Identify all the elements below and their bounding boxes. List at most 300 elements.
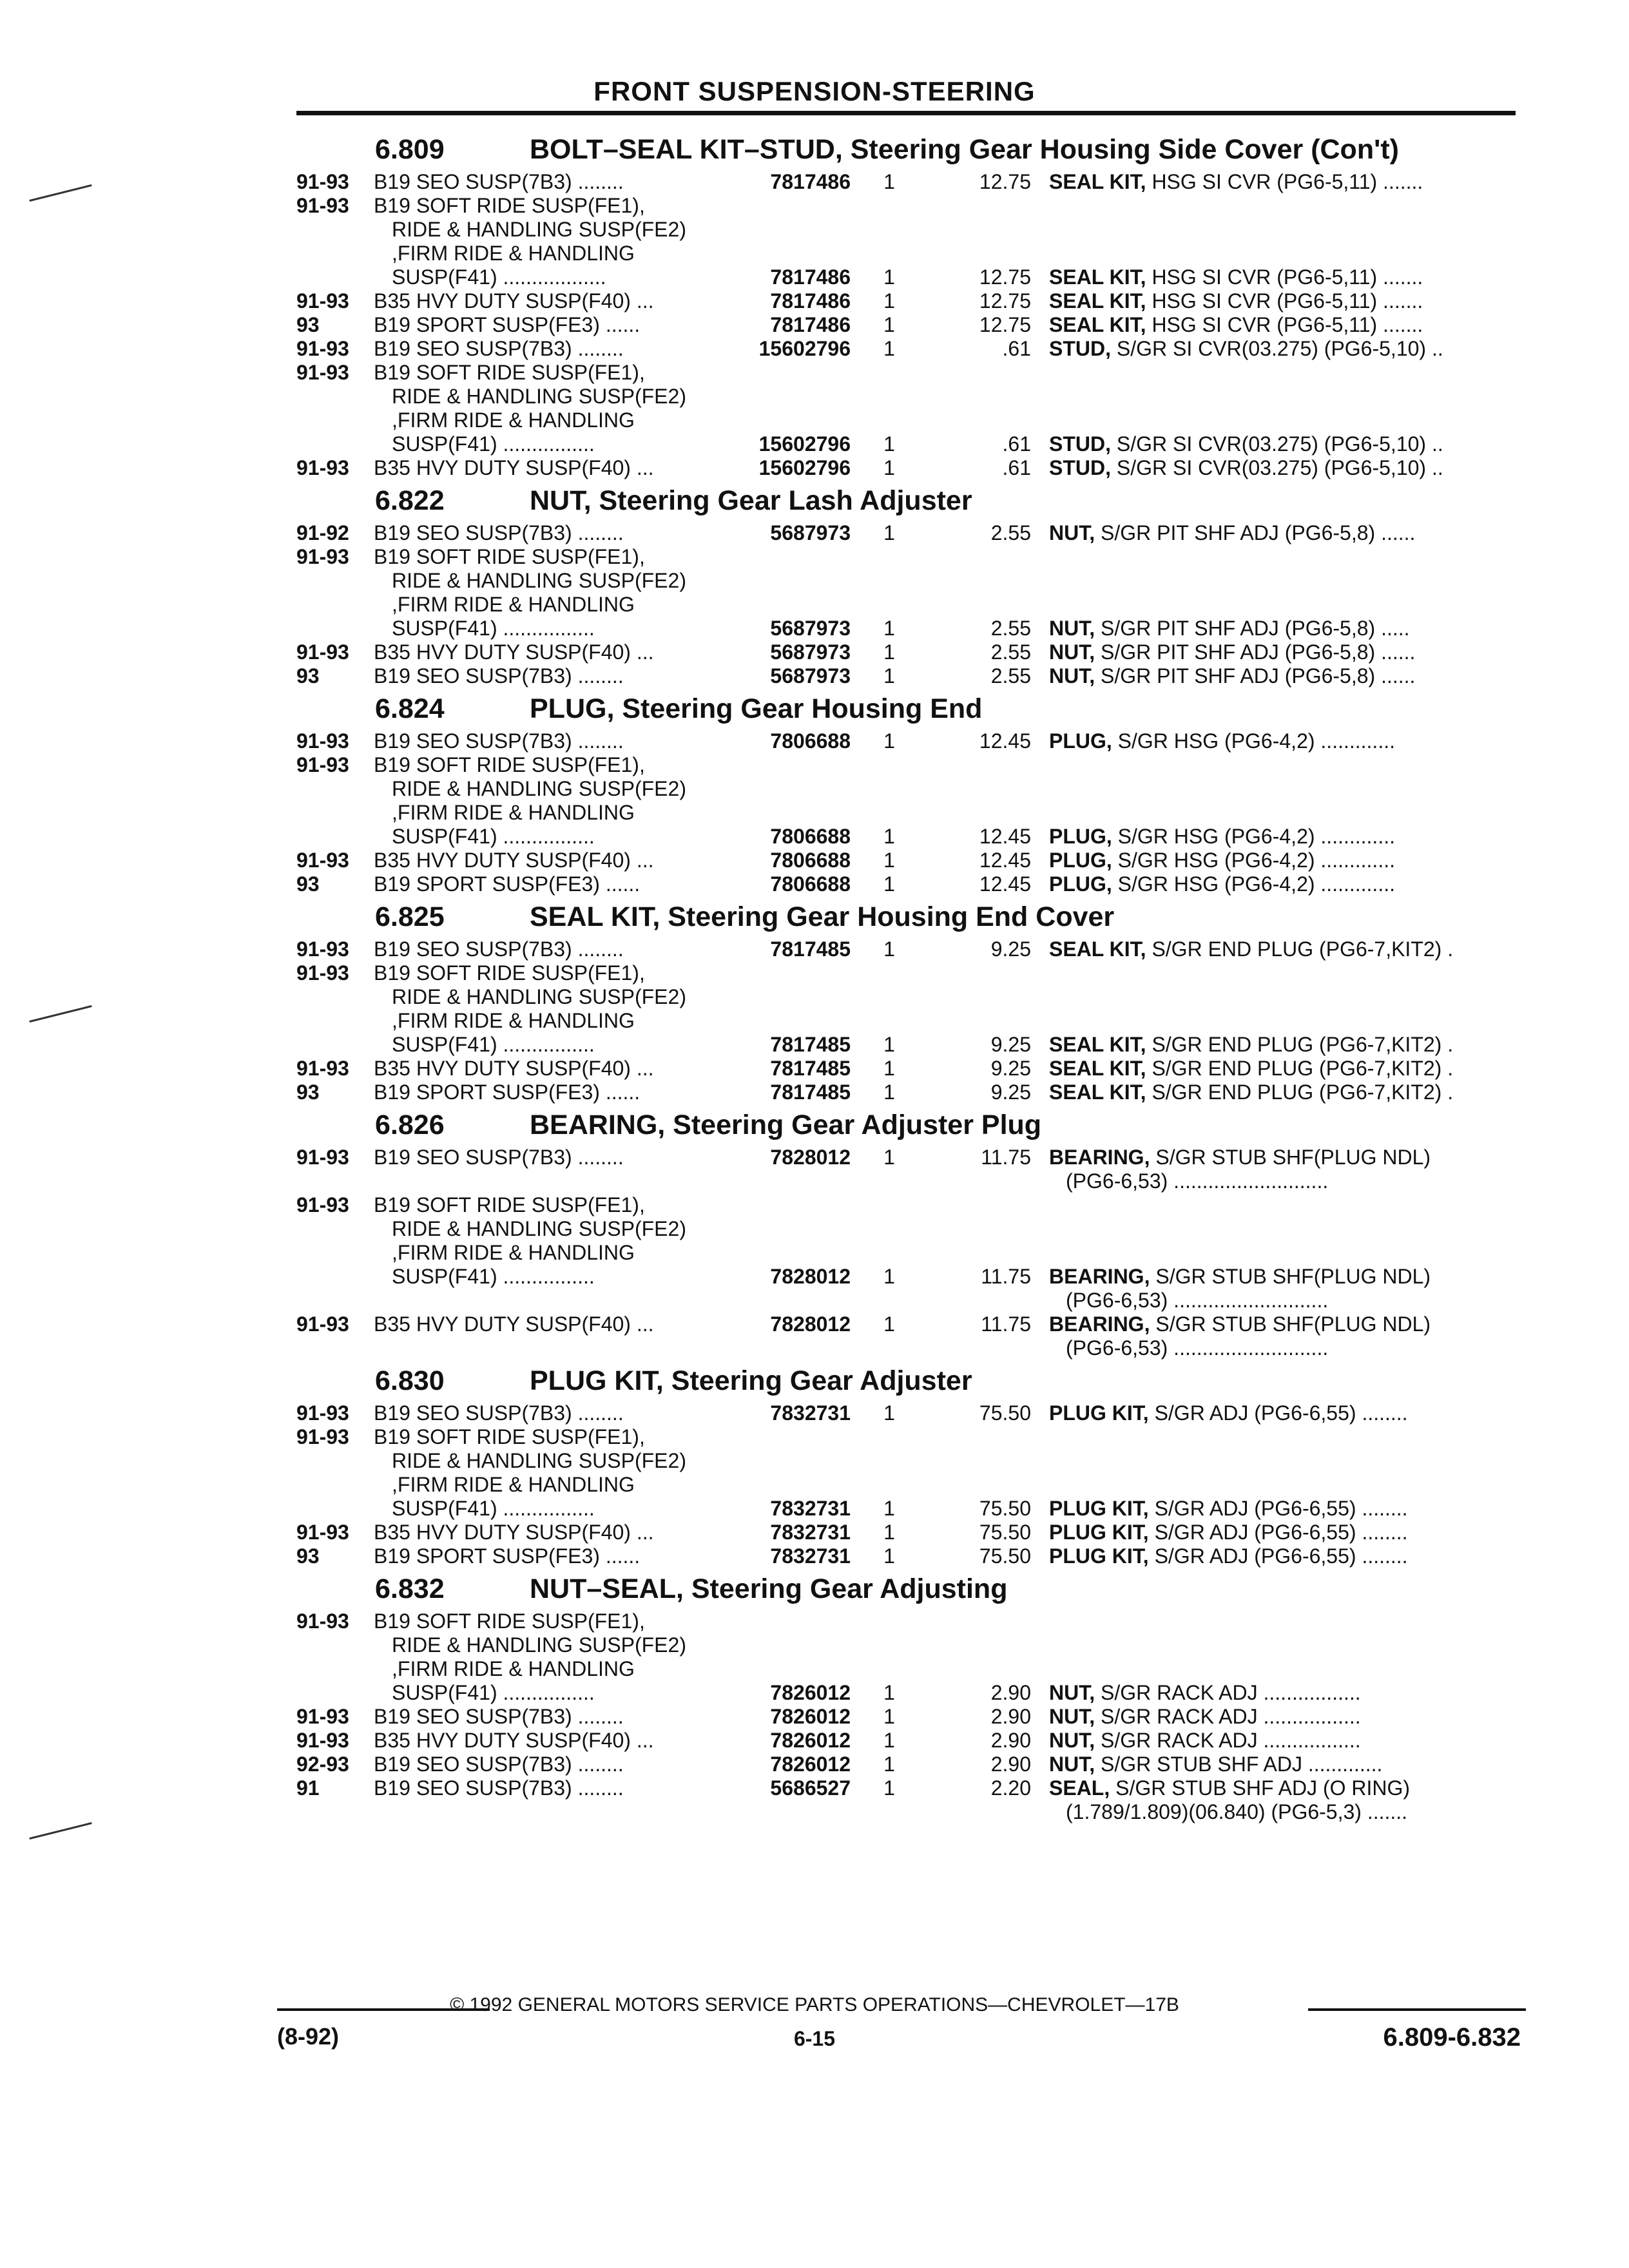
part-name: SEAL KIT, xyxy=(1049,170,1146,193)
quantity: 1 xyxy=(883,521,895,544)
section-title: NUT–SEAL, Steering Gear Adjusting xyxy=(530,1573,1008,1604)
part-name: PLUG KIT, xyxy=(1049,1497,1149,1520)
application-description: B19 SPORT SUSP(FE3) ...... xyxy=(374,1081,641,1104)
section-heading xyxy=(296,1568,1521,1610)
application-description: RIDE & HANDLING SUSP(FE2) xyxy=(392,569,686,592)
table-row xyxy=(296,361,1521,385)
table-row xyxy=(296,640,1521,664)
model-years: 91-93 xyxy=(296,849,349,872)
application-description: SUSP(F41) ................ xyxy=(392,617,595,640)
application-description: B19 SEO SUSP(7B3) ........ xyxy=(374,664,624,687)
price: 11.75 xyxy=(981,1265,1031,1288)
quantity: 1 xyxy=(883,1033,895,1056)
application-description: ,FIRM RIDE & HANDLING xyxy=(392,1473,635,1496)
application-description: B19 SEO SUSP(7B3) ........ xyxy=(374,1705,624,1728)
title-rule xyxy=(296,111,1516,115)
part-number: 15602796 xyxy=(758,432,851,456)
part-detail: HSG SI CVR (PG6-5,11) ....... xyxy=(1146,265,1423,289)
part-description xyxy=(1049,1265,1431,1289)
part-number: 7817485 xyxy=(770,1081,851,1104)
application-description: B35 HVY DUTY SUSP(F40) ... xyxy=(374,1729,654,1752)
part-description xyxy=(1049,1705,1361,1729)
price: 12.75 xyxy=(979,289,1031,312)
quantity: 1 xyxy=(883,1753,895,1776)
application-description: RIDE & HANDLING SUSP(FE2) xyxy=(392,1449,686,1472)
table-row xyxy=(296,337,1521,361)
part-name: SEAL KIT, xyxy=(1049,1057,1146,1080)
scan-mark xyxy=(29,1005,92,1023)
footer-section-range: 6.809-6.832 xyxy=(1383,2023,1521,2052)
price: 9.25 xyxy=(990,937,1031,961)
table-row xyxy=(296,1265,1521,1289)
table-row xyxy=(296,593,1521,617)
part-number: 7832731 xyxy=(770,1497,851,1520)
application-description: B19 SEO SUSP(7B3) ........ xyxy=(374,1401,624,1425)
part-description xyxy=(1049,640,1415,664)
model-years: 91-93 xyxy=(296,1401,349,1425)
application-description: ,FIRM RIDE & HANDLING xyxy=(392,408,635,432)
part-detail: S/GR PIT SHF ADJ (PG6-5,8) ..... xyxy=(1095,617,1410,640)
application-description: B19 SEO SUSP(7B3) ........ xyxy=(374,1146,624,1169)
part-name: STUD, xyxy=(1049,337,1111,360)
table-row xyxy=(296,1169,1521,1193)
price: 2.55 xyxy=(990,521,1031,544)
quantity: 1 xyxy=(883,640,895,664)
price: 2.90 xyxy=(990,1705,1031,1728)
application-description: RIDE & HANDLING SUSP(FE2) xyxy=(392,1633,686,1657)
model-years: 91-93 xyxy=(296,337,349,360)
part-detail: S/GR RACK ADJ ................. xyxy=(1095,1705,1361,1728)
section-heading xyxy=(296,896,1521,937)
table-row xyxy=(296,617,1521,640)
table-row xyxy=(296,289,1521,313)
application-description: B35 HVY DUTY SUSP(F40) ... xyxy=(374,849,654,872)
price: 75.50 xyxy=(979,1544,1031,1568)
section-number: 6.832 xyxy=(375,1573,445,1604)
application-description: ,FIRM RIDE & HANDLING xyxy=(392,801,635,824)
price: 75.50 xyxy=(979,1497,1031,1520)
section-title: BOLT–SEAL KIT–STUD, Steering Gear Housing Side Cover (Con't) xyxy=(530,134,1399,165)
parts-listing xyxy=(296,129,1521,1824)
part-name: NUT, xyxy=(1049,521,1095,544)
part-name: NUT, xyxy=(1049,664,1095,687)
model-years: 91-92 xyxy=(296,521,349,544)
section-title: PLUG KIT, Steering Gear Adjuster xyxy=(530,1365,972,1396)
application-description: B19 SOFT RIDE SUSP(FE1), xyxy=(374,961,645,985)
table-row xyxy=(296,1193,1521,1217)
table-row xyxy=(296,1633,1521,1657)
quantity: 1 xyxy=(883,1081,895,1104)
part-detail: S/GR ADJ (PG6-6,55) ........ xyxy=(1148,1521,1408,1544)
part-description xyxy=(1049,872,1395,896)
part-number: 7828012 xyxy=(770,1312,851,1336)
table-row xyxy=(296,1009,1521,1033)
part-description xyxy=(1049,937,1453,961)
part-name: NUT, xyxy=(1049,640,1095,664)
part-description xyxy=(1049,1729,1361,1753)
part-name: SEAL KIT, xyxy=(1049,289,1146,312)
model-years: 91-93 xyxy=(296,1312,349,1336)
part-name: SEAL KIT, xyxy=(1049,265,1146,289)
price: 2.55 xyxy=(990,664,1031,687)
part-name: PLUG, xyxy=(1049,849,1112,872)
part-description xyxy=(1049,1057,1453,1081)
application-description: SUSP(F41) ................ xyxy=(392,1033,595,1056)
application-description: B19 SEO SUSP(7B3) ........ xyxy=(374,337,624,360)
quantity: 1 xyxy=(883,170,895,193)
part-number: 7828012 xyxy=(770,1265,851,1288)
price: 2.90 xyxy=(990,1681,1031,1704)
part-detail: S/GR END PLUG (PG6-7,KIT2) . xyxy=(1146,1057,1454,1080)
part-detail: S/GR SI CVR(03.275) (PG6-5,10) .. xyxy=(1111,432,1443,456)
price: 75.50 xyxy=(979,1401,1031,1425)
application-description: B19 SOFT RIDE SUSP(FE1), xyxy=(374,194,645,217)
table-row xyxy=(296,1681,1521,1705)
part-description xyxy=(1049,289,1423,313)
application-description: B35 HVY DUTY SUSP(F40) ... xyxy=(374,456,654,479)
table-row xyxy=(296,242,1521,265)
quantity: 1 xyxy=(883,1312,895,1336)
application-description: B19 SOFT RIDE SUSP(FE1), xyxy=(374,545,645,568)
part-description xyxy=(1049,432,1443,456)
price: .61 xyxy=(1002,456,1031,479)
part-name: PLUG, xyxy=(1049,729,1112,753)
table-row xyxy=(296,265,1521,289)
price: 12.45 xyxy=(979,849,1031,872)
part-description xyxy=(1049,1753,1382,1776)
application-description: B19 SEO SUSP(7B3) ........ xyxy=(374,521,624,544)
section-heading xyxy=(296,688,1521,729)
part-detail: S/GR RACK ADJ ................. xyxy=(1095,1729,1361,1752)
part-detail: S/GR SI CVR(03.275) (PG6-5,10) .. xyxy=(1111,337,1443,360)
table-row xyxy=(296,777,1521,801)
part-name: NUT, xyxy=(1049,617,1095,640)
table-row xyxy=(296,313,1521,337)
part-detail: S/GR HSG (PG6-4,2) ............. xyxy=(1112,872,1395,896)
price: .61 xyxy=(1002,432,1031,456)
quantity: 1 xyxy=(883,1146,895,1169)
model-years: 91-93 xyxy=(296,961,349,985)
model-years: 91-93 xyxy=(296,1193,349,1216)
part-detail: S/GR PIT SHF ADJ (PG6-5,8) ...... xyxy=(1095,521,1416,544)
application-description: B35 HVY DUTY SUSP(F40) ... xyxy=(374,1057,654,1080)
part-number: 7832731 xyxy=(770,1544,851,1568)
application-description: RIDE & HANDLING SUSP(FE2) xyxy=(392,985,686,1008)
part-detail: HSG SI CVR (PG6-5,11) ....... xyxy=(1146,289,1423,312)
part-name: NUT, xyxy=(1049,1753,1095,1776)
part-detail: S/GR ADJ (PG6-6,55) ........ xyxy=(1148,1497,1408,1520)
section-number: 6.825 xyxy=(375,901,445,932)
part-number: 7817486 xyxy=(770,313,851,336)
part-name: NUT, xyxy=(1049,1681,1095,1704)
table-row xyxy=(296,753,1521,777)
model-years: 91-93 xyxy=(296,194,349,217)
price: .61 xyxy=(1002,337,1031,360)
model-years: 91-93 xyxy=(296,1610,349,1633)
part-description-continued: (PG6-6,53) ........................... xyxy=(1066,1169,1329,1193)
table-row xyxy=(296,1473,1521,1497)
table-row xyxy=(296,1705,1521,1729)
part-detail: S/GR HSG (PG6-4,2) ............. xyxy=(1112,729,1395,753)
application-description: B19 SPORT SUSP(FE3) ...... xyxy=(374,1544,641,1568)
quantity: 1 xyxy=(883,432,895,456)
part-number: 7817486 xyxy=(770,170,851,193)
model-years: 91-93 xyxy=(296,456,349,479)
part-name: SEAL KIT, xyxy=(1049,1033,1146,1056)
price: 12.75 xyxy=(979,265,1031,289)
application-description: B19 SOFT RIDE SUSP(FE1), xyxy=(374,361,645,384)
part-description-continued: (1.789/1.809)(06.840) (PG6-5,3) ....... xyxy=(1066,1800,1408,1823)
part-number: 7826012 xyxy=(770,1681,851,1704)
part-name: STUD, xyxy=(1049,432,1111,456)
model-years: 93 xyxy=(296,872,320,896)
part-description xyxy=(1049,170,1423,194)
price: 75.50 xyxy=(979,1521,1031,1544)
table-row xyxy=(296,569,1521,593)
quantity: 1 xyxy=(883,265,895,289)
part-number: 7817485 xyxy=(770,1057,851,1080)
part-number: 7832731 xyxy=(770,1401,851,1425)
part-name: BEARING, xyxy=(1049,1146,1150,1169)
table-row xyxy=(296,1753,1521,1776)
part-description xyxy=(1049,337,1443,361)
quantity: 1 xyxy=(883,1776,895,1800)
section-title: NUT, Steering Gear Lash Adjuster xyxy=(530,485,972,516)
part-name: STUD, xyxy=(1049,456,1111,479)
application-description: B19 SOFT RIDE SUSP(FE1), xyxy=(374,1425,645,1448)
price: 2.55 xyxy=(990,640,1031,664)
section-title: PLUG, Steering Gear Housing End xyxy=(530,693,983,724)
part-description xyxy=(1049,265,1423,289)
model-years: 91-93 xyxy=(296,545,349,568)
part-name: NUT, xyxy=(1049,1705,1095,1728)
table-row xyxy=(296,1800,1521,1824)
table-row xyxy=(296,545,1521,569)
model-years: 91-93 xyxy=(296,1057,349,1080)
model-years: 91-93 xyxy=(296,1729,349,1752)
part-description xyxy=(1049,617,1410,640)
application-description: ,FIRM RIDE & HANDLING xyxy=(392,593,635,616)
part-number: 7806688 xyxy=(770,872,851,896)
application-description: SUSP(F41) .................. xyxy=(392,265,606,289)
table-row xyxy=(296,1449,1521,1473)
quantity: 1 xyxy=(883,337,895,360)
part-description xyxy=(1049,729,1395,753)
quantity: 1 xyxy=(883,1729,895,1752)
table-row xyxy=(296,961,1521,985)
part-name: PLUG KIT, xyxy=(1049,1521,1149,1544)
section-number: 6.809 xyxy=(375,134,445,165)
part-detail: HSG SI CVR (PG6-5,11) ....... xyxy=(1146,313,1423,336)
table-row xyxy=(296,521,1521,545)
application-description: B19 SOFT RIDE SUSP(FE1), xyxy=(374,1610,645,1633)
part-detail: S/GR HSG (PG6-4,2) ............. xyxy=(1112,849,1395,872)
part-number: 7806688 xyxy=(770,729,851,753)
table-row xyxy=(296,937,1521,961)
section-number: 6.824 xyxy=(375,693,445,724)
part-description-continued: (PG6-6,53) ........................... xyxy=(1066,1336,1329,1360)
part-detail: S/GR END PLUG (PG6-7,KIT2) . xyxy=(1146,1033,1454,1056)
table-row xyxy=(296,825,1521,849)
application-description: B35 HVY DUTY SUSP(F40) ... xyxy=(374,289,654,312)
section-title: SEAL KIT, Steering Gear Housing End Cover xyxy=(530,901,1115,932)
quantity: 1 xyxy=(883,849,895,872)
price: 9.25 xyxy=(990,1033,1031,1056)
part-description xyxy=(1049,1521,1408,1544)
model-years: 93 xyxy=(296,664,320,687)
part-description xyxy=(1049,1544,1408,1568)
footer-copyright: © 1992 GENERAL MOTORS SERVICE PARTS OPERATIONS—CHEVROLET—17B xyxy=(450,1994,1179,2015)
table-row xyxy=(296,801,1521,825)
table-row xyxy=(296,729,1521,753)
model-years: 91-93 xyxy=(296,640,349,664)
model-years: 91-93 xyxy=(296,753,349,776)
application-description: ,FIRM RIDE & HANDLING xyxy=(392,1657,635,1680)
section-heading xyxy=(296,129,1521,170)
quantity: 1 xyxy=(883,825,895,848)
part-number: 5686527 xyxy=(770,1776,851,1800)
part-number: 7832731 xyxy=(770,1521,851,1544)
part-description xyxy=(1049,825,1395,849)
application-description: B19 SPORT SUSP(FE3) ...... xyxy=(374,872,641,896)
application-description: B19 SEO SUSP(7B3) ........ xyxy=(374,937,624,961)
part-number: 5687973 xyxy=(770,521,851,544)
table-row xyxy=(296,194,1521,218)
footer-page-number: 6-15 xyxy=(793,2027,836,2050)
part-name: BEARING, xyxy=(1049,1312,1150,1336)
part-name: PLUG, xyxy=(1049,825,1112,848)
price: 2.90 xyxy=(990,1729,1031,1752)
part-detail: S/GR RACK ADJ ................. xyxy=(1095,1681,1361,1704)
table-row xyxy=(296,1497,1521,1521)
application-description: RIDE & HANDLING SUSP(FE2) xyxy=(392,1217,686,1240)
part-description xyxy=(1049,456,1443,480)
part-detail: S/GR STUB SHF(PLUG NDL) xyxy=(1150,1312,1431,1336)
application-description: ,FIRM RIDE & HANDLING xyxy=(392,242,635,265)
application-description: B19 SOFT RIDE SUSP(FE1), xyxy=(374,1193,645,1216)
quantity: 1 xyxy=(883,1057,895,1080)
price: 2.90 xyxy=(990,1753,1031,1776)
application-description: B19 SEO SUSP(7B3) ........ xyxy=(374,729,624,753)
price: 12.45 xyxy=(979,825,1031,848)
quantity: 1 xyxy=(883,729,895,753)
part-detail: S/GR PIT SHF ADJ (PG6-5,8) ...... xyxy=(1095,640,1416,664)
application-description: SUSP(F41) ................ xyxy=(392,432,595,456)
model-years: 91-93 xyxy=(296,1521,349,1544)
model-years: 93 xyxy=(296,1081,320,1104)
table-row xyxy=(296,432,1521,456)
quantity: 1 xyxy=(883,872,895,896)
table-row xyxy=(296,170,1521,194)
part-detail: S/GR ADJ (PG6-6,55) ........ xyxy=(1148,1544,1408,1568)
part-description xyxy=(1049,1146,1431,1169)
part-number: 15602796 xyxy=(758,456,851,479)
model-years: 91-93 xyxy=(296,170,349,193)
price: 2.55 xyxy=(990,617,1031,640)
application-description: B19 SOFT RIDE SUSP(FE1), xyxy=(374,753,645,776)
page-title: FRONT SUSPENSION-STEERING xyxy=(593,76,1036,106)
quantity: 1 xyxy=(883,1401,895,1425)
model-years: 91-93 xyxy=(296,1425,349,1448)
quantity: 1 xyxy=(883,617,895,640)
table-row xyxy=(296,985,1521,1009)
application-description: B35 HVY DUTY SUSP(F40) ... xyxy=(374,640,654,664)
table-row xyxy=(296,1033,1521,1057)
part-detail: S/GR STUB SHF(PLUG NDL) xyxy=(1150,1265,1431,1288)
application-description: RIDE & HANDLING SUSP(FE2) xyxy=(392,777,686,800)
part-description xyxy=(1049,849,1395,872)
part-number: 5687973 xyxy=(770,640,851,664)
table-row xyxy=(296,385,1521,408)
table-row xyxy=(296,1336,1521,1360)
application-description: B19 SEO SUSP(7B3) ........ xyxy=(374,170,624,193)
quantity: 1 xyxy=(883,1681,895,1704)
section-number: 6.826 xyxy=(375,1110,445,1140)
model-years: 92-93 xyxy=(296,1753,349,1776)
part-name: PLUG KIT, xyxy=(1049,1544,1149,1568)
application-description: B19 SPORT SUSP(FE3) ...... xyxy=(374,313,641,336)
part-detail: HSG SI CVR (PG6-5,11) ....... xyxy=(1146,170,1423,193)
section-heading xyxy=(296,1360,1521,1401)
price: 12.75 xyxy=(979,170,1031,193)
price: 12.45 xyxy=(979,872,1031,896)
part-number: 7826012 xyxy=(770,1729,851,1752)
scan-mark xyxy=(29,184,92,202)
table-row xyxy=(296,218,1521,242)
application-description: B35 HVY DUTY SUSP(F40) ... xyxy=(374,1312,654,1336)
table-row xyxy=(296,1312,1521,1336)
table-row xyxy=(296,456,1521,480)
table-row xyxy=(296,1241,1521,1265)
application-description: B35 HVY DUTY SUSP(F40) ... xyxy=(374,1521,654,1544)
table-row xyxy=(296,849,1521,872)
part-detail: S/GR PIT SHF ADJ (PG6-5,8) ...... xyxy=(1095,664,1416,687)
table-row xyxy=(296,1217,1521,1241)
part-number: 7828012 xyxy=(770,1146,851,1169)
table-row xyxy=(296,1776,1521,1800)
part-name: SEAL, xyxy=(1049,1776,1110,1800)
part-detail: S/GR ADJ (PG6-6,55) ........ xyxy=(1148,1401,1408,1425)
price: 9.25 xyxy=(990,1057,1031,1080)
quantity: 1 xyxy=(883,289,895,312)
part-number: 7817486 xyxy=(770,289,851,312)
table-row xyxy=(296,1729,1521,1753)
part-name: PLUG, xyxy=(1049,872,1112,896)
table-row xyxy=(296,1057,1521,1081)
quantity: 1 xyxy=(883,1544,895,1568)
part-name: SEAL KIT, xyxy=(1049,937,1146,961)
part-description xyxy=(1049,664,1415,688)
part-description xyxy=(1049,1033,1453,1057)
application-description: SUSP(F41) ................ xyxy=(392,1681,595,1704)
application-description: RIDE & HANDLING SUSP(FE2) xyxy=(392,218,686,241)
table-row xyxy=(296,1081,1521,1104)
section-heading xyxy=(296,480,1521,521)
model-years: 91-93 xyxy=(296,937,349,961)
quantity: 1 xyxy=(883,1265,895,1288)
section-title: BEARING, Steering Gear Adjuster Plug xyxy=(530,1110,1042,1140)
price: 9.25 xyxy=(990,1081,1031,1104)
quantity: 1 xyxy=(883,456,895,479)
table-row xyxy=(296,1289,1521,1312)
section-heading xyxy=(296,1104,1521,1146)
quantity: 1 xyxy=(883,1521,895,1544)
application-description: SUSP(F41) ................ xyxy=(392,825,595,848)
part-description xyxy=(1049,1081,1453,1104)
part-description xyxy=(1049,313,1423,337)
footer-date: (8-92) xyxy=(277,2023,340,2050)
part-number: 7817485 xyxy=(770,937,851,961)
